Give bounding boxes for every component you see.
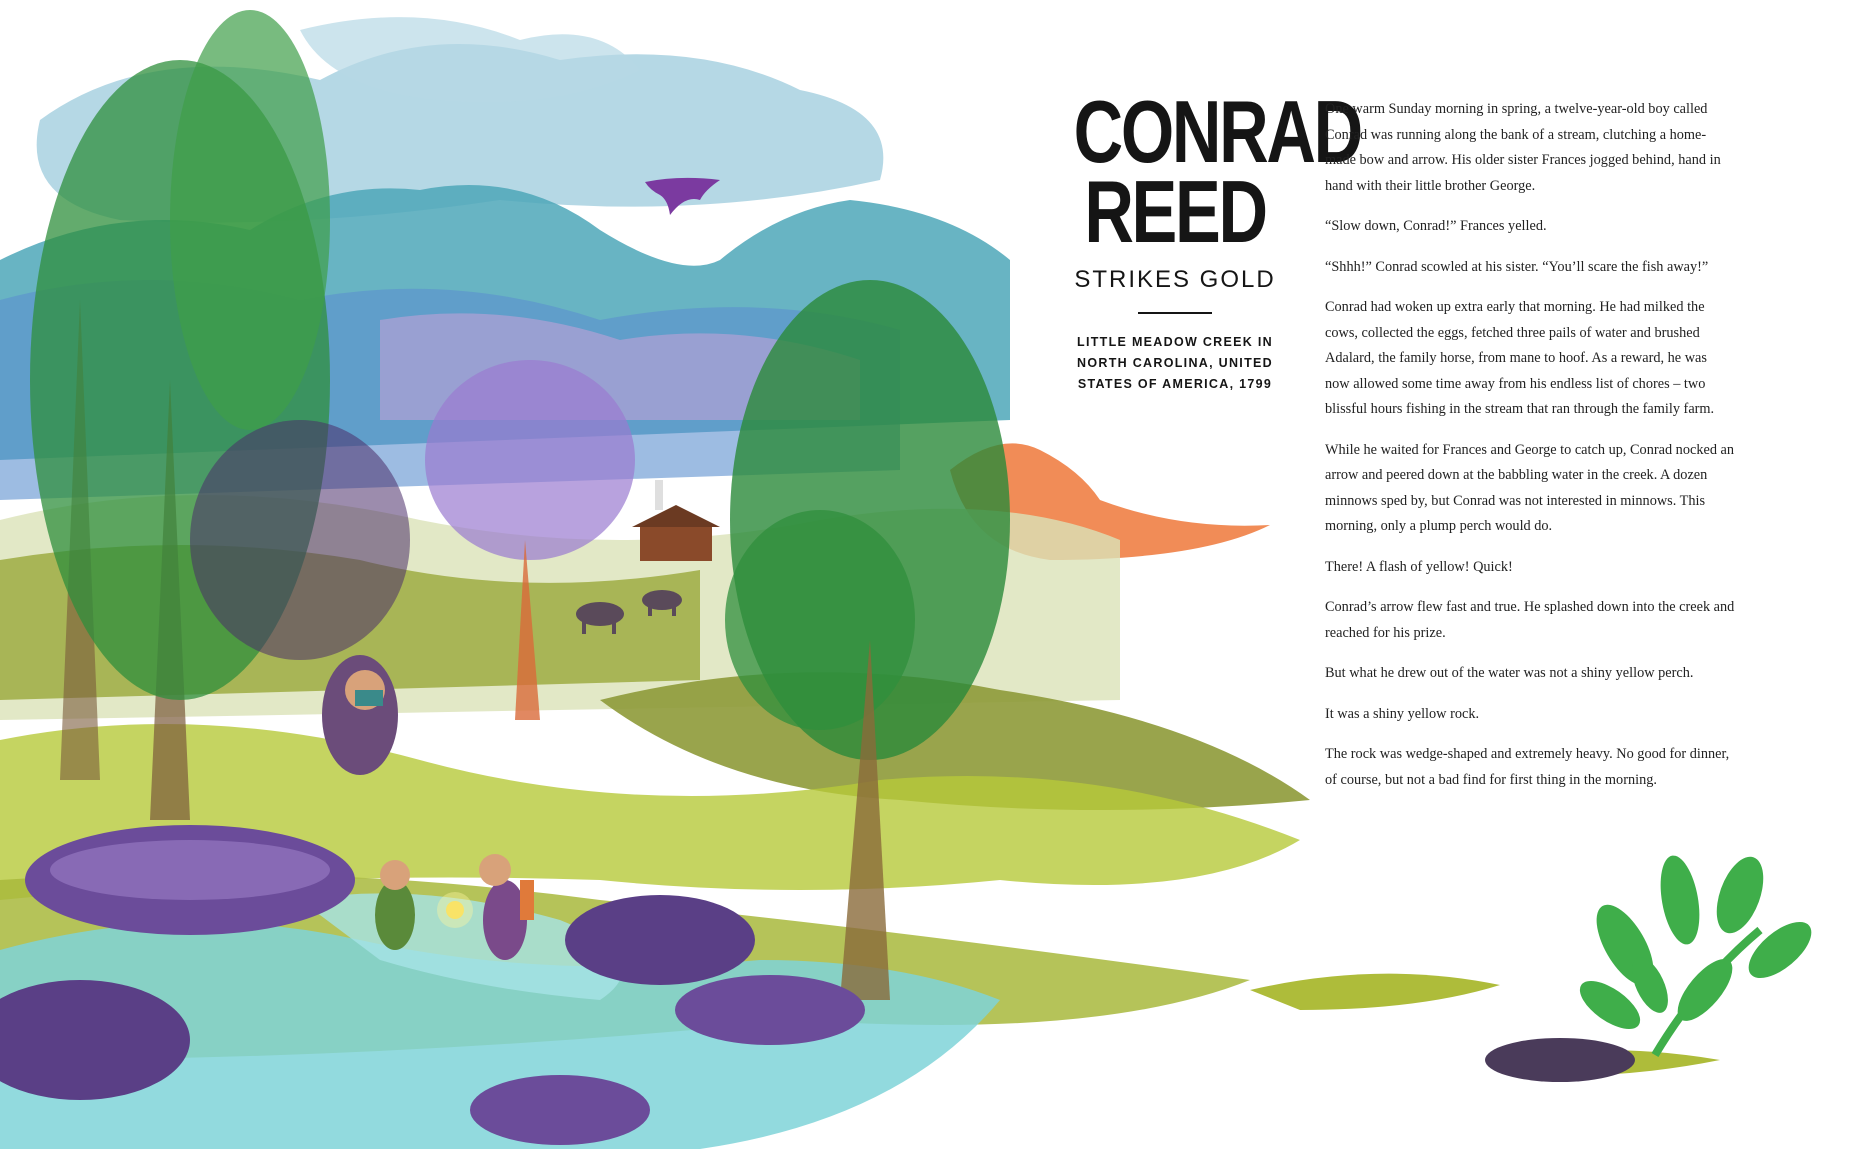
title-conrad: CONRAD — [1073, 82, 1361, 181]
fern-icon — [1572, 851, 1821, 1055]
story-paragraph: While he waited for Frances and George to catch up, Conrad nocked an arrow and peered down at the babbling water in the creek. A dozen minnows sped by, but Conrad was not interested in minnows. This morning, only a plump perch would do. — [1325, 441, 1735, 534]
story-text — [1325, 97, 1735, 808]
title-block — [1045, 82, 1361, 395]
title-divider — [1138, 312, 1212, 314]
story-paragraph: Conrad’s arrow flew fast and true. He splashed down into the creek and reached for his prize. — [1325, 599, 1735, 641]
location — [1045, 332, 1305, 395]
story-paragraph: The rock was wedge-shaped and extremely heavy. No good for dinner, of course, but not a bad find for first thing in the morning. — [1325, 746, 1730, 788]
subtitle: STRIKES GOLD — [1074, 266, 1276, 293]
location-line: STATES OF AMERICA, 1799 — [1077, 377, 1273, 391]
story-paragraph: One warm Sunday morning in spring, a twelve-year-old boy called Conrad was running along the bank of a stream, clutching a home-made bow and arrow. His older sister Frances jogged behind, hand in hand with their little brother George. — [1325, 101, 1721, 194]
story-paragraph: “Shhh!” Conrad scowled at his sister. “You’ll scare the fish away!” — [1325, 258, 1709, 275]
location-line: LITTLE MEADOW CREEK IN — [1077, 335, 1273, 349]
story-paragraph: It was a shiny yellow rock. — [1325, 705, 1480, 722]
location-line: NORTH CAROLINA, UNITED — [1077, 356, 1273, 370]
story-paragraph: But what he drew out of the water was not a shiny yellow perch. — [1325, 665, 1694, 681]
story-paragraph: “Slow down, Conrad!” Frances yelled. — [1325, 218, 1547, 234]
title-reed: REED — [1084, 162, 1266, 261]
story-paragraph: There! A flash of yellow! Quick! — [1325, 558, 1513, 575]
cabin-icon — [632, 480, 720, 561]
story-paragraph: Conrad had woken up extra early that morning. He had milked the cows, collected the eggs, fetched three pails of water and brushed Adalard, the family horse, from mane to hoof. As a reward, he was now allowed some time away from his endless list of chores – two blissful hours fishing in the stream that ran through the family farm. — [1325, 299, 1715, 417]
